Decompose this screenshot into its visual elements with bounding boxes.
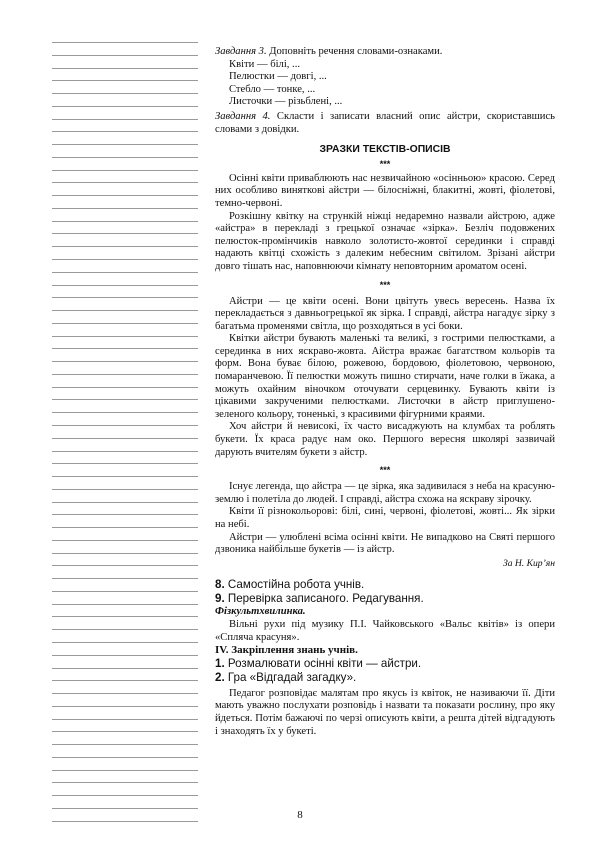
note-line	[52, 285, 198, 286]
sample3-paragraph: Айстри — улюблені всіма осінні квіти. Не випадково на Святі першого дзвоника найбільше букетів — із айстр.	[215, 531, 555, 556]
note-line	[52, 744, 198, 745]
note-line	[52, 336, 198, 337]
task3-label: Завдання 3.	[215, 46, 267, 57]
step-text: Розмалювати осінні квіти — айстри.	[224, 656, 422, 670]
note-line	[52, 361, 198, 362]
note-line	[52, 55, 198, 56]
note-line	[52, 246, 198, 247]
separator-stars: ***	[379, 279, 391, 290]
note-line	[52, 463, 198, 464]
page-content	[215, 46, 555, 738]
note-line	[52, 310, 198, 311]
task3-line: Пелюстки — довгі, ...	[229, 71, 327, 83]
note-line	[52, 68, 198, 69]
physical-minute-text: Вільні рухи під музику П.І. Чайковського «Вальс квітів» із опери «Спляча красуня».	[215, 618, 555, 643]
note-line	[52, 540, 198, 541]
task4-text: Скласти і записати власний опис айстри, скориставшись словами з довідки.	[215, 110, 555, 135]
note-line	[52, 693, 198, 694]
note-line	[52, 604, 198, 605]
step-number: 9.	[215, 592, 225, 606]
note-line	[52, 182, 198, 183]
note-line	[52, 502, 198, 503]
step-number: 2.	[215, 670, 225, 684]
note-line	[52, 476, 198, 477]
stage4-title: IV. Закріплення знань учнів.	[215, 644, 358, 657]
note-line	[52, 323, 198, 324]
note-line	[52, 770, 198, 771]
note-line	[52, 642, 198, 643]
sample1-paragraph: Розкішну квітку на стрункій ніжці недаремно назвали айстрою, адже «айстра» в перекладі з грецької означає «зірка». Безліч подовжених пелюсток-промінчиків навколо золотисто-жовтої серединки і справді надають квітці схожість з далеким небесним світилом. Зрізані айстри довго тішать нас, наповнюючи кімнату неповторним ароматом осені.	[215, 210, 555, 272]
step-text: Гра «Відгадай загадку».	[224, 670, 357, 684]
note-line	[52, 425, 198, 426]
note-line	[52, 374, 198, 375]
note-line	[52, 757, 198, 758]
note-line	[52, 782, 198, 783]
note-line	[52, 514, 198, 515]
samples-heading: ЗРАЗКИ ТЕКСТІВ-ОПИСІВ	[319, 144, 451, 156]
separator-stars: ***	[379, 465, 391, 476]
notes-lines-column	[52, 42, 198, 822]
note-line	[52, 451, 198, 452]
note-line	[52, 93, 198, 94]
note-line	[52, 80, 198, 81]
note-line	[52, 616, 198, 617]
note-line	[52, 42, 198, 43]
sample2-paragraph: Квітки айстри бувають маленькі та великі, з гострими пелюстками, а серединка в них яскраво-жовта. Айстра вражає багатством кольорів та форм. Вона буває білою, рожевою, бордовою, фіолетовою, червоною, помаранчевою. Її пелюстки можуть пишно стирчати, наче голки в їжака, а можуть охайним віночком оточувати серцевинку. Бувають квіти із цікавими закрученими пелюстками. Листочки в айстр приглушено-зеленого кольору, тоненькі, з красивими фігурними краями.	[215, 333, 555, 420]
note-line	[52, 719, 198, 720]
note-line	[52, 578, 198, 579]
step-number: 1.	[215, 656, 225, 670]
note-line	[52, 412, 198, 413]
note-line	[52, 208, 198, 209]
note-line	[52, 119, 198, 120]
step-number: 8.	[215, 578, 225, 592]
note-line	[52, 629, 198, 630]
note-line	[52, 399, 198, 400]
note-line	[52, 795, 198, 796]
note-line	[52, 195, 198, 196]
note-line	[52, 655, 198, 656]
note-line	[52, 527, 198, 528]
note-line	[52, 680, 198, 681]
note-line	[52, 706, 198, 707]
task3-line: Стебло — тонке, ...	[229, 83, 316, 95]
game-description: Педагог розповідає малятам про якусь із квіток, не називаючи її. Діти мають уважно послухати розповідь і назвати та показати рослину, про яку йдеться. Потім бажаючі по черзі описують квіти, а решта дітей відгадують і знаходять їх у букеті.	[215, 687, 555, 737]
task3-line: Квіти — білі, ...	[229, 58, 301, 70]
author-credit: За Н. Кир’ян	[502, 557, 555, 569]
note-line	[52, 157, 198, 158]
note-line	[52, 221, 198, 222]
separator-stars: ***	[379, 158, 391, 169]
note-line	[52, 553, 198, 554]
note-line	[52, 259, 198, 260]
step-text: Самостійна робота учнів.	[224, 578, 365, 592]
step-9	[215, 592, 555, 606]
note-line	[52, 233, 198, 234]
task4-paragraph	[215, 111, 555, 136]
task3-paragraph	[215, 46, 555, 59]
sample3-paragraph: Квіти її різнокольорові: білі, сині, червоні, фіолетові, жовті... Як зірки на небі.	[215, 506, 555, 530]
sample2-paragraph: Айстри — це квіти осені. Вони цвітуть увесь вересень. Назва їх перекладається з давньогрецької як зірка. І справді, айстра нагадує зірку з багатьма променями світла, що розходяться в усі боки.	[215, 295, 555, 332]
sample1-paragraph: Осінні квіти приваблюють нас незвичайною «осінньою» красою. Серед них особливо виняткові айстри — білосніжні, блакитні, жовті, фіолетові, темно-червоні.	[215, 172, 555, 209]
sample3-paragraph: Існує легенда, що айстра — це зірка, яка задивилася з неба на красуню-землю і полетіла до людей. І справді, айстра схожа на яскраву зірочку.	[215, 481, 555, 505]
note-line	[52, 565, 198, 566]
task3-line: Листочки — різьблені, ...	[229, 96, 343, 108]
stage4-step-2	[215, 671, 555, 685]
note-line	[52, 170, 198, 171]
note-line	[52, 731, 198, 732]
stage4-step-1	[215, 657, 555, 671]
task4-label: Завдання 4.	[215, 110, 271, 122]
physical-minute-title: Фізкультхвилинка.	[215, 606, 306, 618]
note-line	[52, 591, 198, 592]
sample2-paragraph: Хоч айстри й невисокі, їх часто висаджують на клумбах та роблять букети. Їх краса радує нам око. Першого вересня школярі зазвичай дарують вчителям букети з айстр.	[215, 421, 555, 458]
step-text: Перевірка записаного. Редагування.	[224, 592, 424, 606]
note-line	[52, 144, 198, 145]
step-8	[215, 578, 555, 592]
note-line	[52, 348, 198, 349]
note-line	[52, 387, 198, 388]
note-line	[52, 131, 198, 132]
note-line	[52, 489, 198, 490]
page-number: 8	[297, 809, 303, 821]
note-line	[52, 297, 198, 298]
note-line	[52, 668, 198, 669]
note-line	[52, 438, 198, 439]
task3-text: Доповніть речення словами-ознаками.	[266, 46, 443, 57]
note-line	[52, 106, 198, 107]
note-line	[52, 272, 198, 273]
